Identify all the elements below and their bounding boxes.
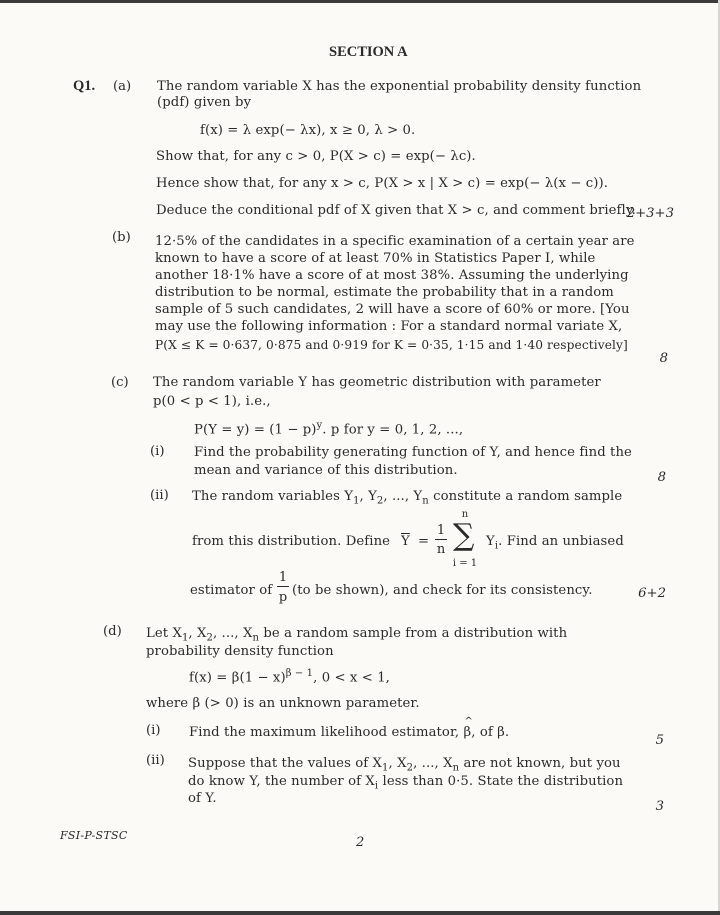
sigma-upper: n (461, 509, 469, 520)
part-d-ii-label: (ii) (146, 753, 165, 768)
ybar-symbol: $\overline{Y}$ (401, 534, 410, 549)
part-d-ii-marks: 3 (655, 799, 664, 814)
part-c-ii-line1: The random variables $Y_1$, $Y_2$, ..., $Y_n$ constitute a random sample (192, 489, 623, 507)
pmf-exponent: y (316, 420, 323, 431)
frac-one-bar (435, 539, 447, 540)
est-frac-num: 1 (278, 570, 288, 585)
part-b-line3: another 18·1% have a score of at most 38%. Assuming the underlying (155, 268, 629, 283)
part-d-i-label: (i) (146, 723, 161, 738)
part-d-line1: Let $X_1$, $X_2$, ..., $X_n$ be a random sample from a distribution with (146, 626, 568, 644)
part-c-i-marks: 8 (657, 470, 666, 485)
part-b-line1: 12·5% of the candidates in a specific examination of a certain year are (155, 234, 635, 249)
count-sub: i (374, 780, 379, 792)
paper-code: FSI-P-STSC (60, 829, 128, 842)
section-title: SECTION A (329, 44, 408, 60)
yi-term (486, 535, 624, 552)
part-c-i-label: (i) (150, 444, 165, 459)
part-d-label: (d) (103, 624, 122, 639)
part-d-i-text (189, 716, 510, 740)
sub-1: 1 (353, 495, 360, 507)
est-frac-bar (277, 586, 289, 587)
part-a-hence: Hence show that, for any x > c, P(X > x | X > c) = exp(− λ(x − c)). (156, 176, 609, 191)
part-d-ii-line1: Suppose that the values of $X_1$, $X_2$, ..., $X_n$ are not known, but you (188, 756, 621, 774)
part-c-i-line2: mean and variance of this distribution. (194, 463, 458, 478)
part-c-i-line1: Find the probability generating function of Y, and hence find the (194, 445, 632, 460)
beta-symbol: β (463, 725, 472, 740)
pdf-exponent: β − 1 (285, 668, 314, 679)
values-suffix: are not known, but you (459, 756, 621, 771)
part-b-label: (b) (112, 230, 131, 245)
part-d-i-marks: 5 (655, 733, 664, 748)
estimator-prefix: estimator of (190, 583, 273, 598)
part-a-line1: The random variable X has the exponential probability density function (157, 79, 642, 94)
sample-prefix: Let X (146, 626, 182, 641)
part-d-line2: probability density function (146, 644, 334, 659)
scan-border-top (0, 0, 720, 3)
part-c-ii-marks: 6+2 (638, 586, 666, 601)
pdf-tail: , 0 < x < 1, (313, 670, 390, 686)
part-c-line2: p(0 < p < 1), i.e., (153, 394, 271, 409)
part-c-line1: The random variable Y has geometric distribution with parameter (153, 375, 601, 390)
beta-hat: ^ β (463, 716, 473, 740)
pmf-base: P(Y = y) = (1 − p) (194, 422, 317, 438)
count-prefix: do know Y, the number of X (188, 774, 375, 789)
part-c-label: (c) (111, 375, 129, 390)
part-d-ii-line3: of Y. (188, 791, 217, 806)
part-c-pmf (194, 421, 463, 437)
part-a-line2: (pdf) given by (157, 95, 252, 110)
yi-base: Y (486, 534, 495, 549)
sample-suffix: be a random sample from a distribution with (259, 626, 568, 641)
random-vars-suffix: constitute a random sample (428, 489, 623, 504)
part-a-pdf: f(x) = λ exp(− λx), x ≥ 0, λ > 0. (200, 123, 416, 138)
part-b-line5: sample of 5 such candidates, 2 will have a score of 60% or more. [You (155, 302, 630, 317)
pdf-base: f(x) = β(1 − x) (189, 670, 286, 686)
count-suffix: less than 0·5. State the distribution (378, 774, 624, 789)
question-label: Q1. (73, 78, 96, 94)
scan-border-bottom (0, 911, 720, 915)
part-a-show: Show that, for any c > 0, P(X > c) = exp(− λc). (156, 149, 476, 164)
mle-prefix: Find the maximum likelihood estimator, (189, 725, 460, 740)
ybar-equals: = (418, 534, 430, 549)
page-number: 2 (356, 835, 365, 850)
part-a-label: (a) (113, 79, 132, 94)
sub-2: 2 (376, 495, 384, 507)
ybar-prefix: from this distribution. Define (192, 534, 391, 549)
part-c-ii-label: (ii) (150, 488, 169, 503)
part-b-line6: may use the following information : For a standard normal variate X, (155, 319, 623, 334)
part-b-line7: P(X ≤ K = 0·637, 0·875 and 0·919 for K = 0·35, 1·15 and 1·40 respectively] (155, 338, 628, 352)
part-b-line2: known to have a score of at least 70% in Statistics Paper I, while (155, 251, 596, 266)
ybar-suffix: . Find an unbiased (498, 534, 624, 549)
sigma-lower: i = 1 (452, 558, 478, 569)
estimator-suffix: (to be shown), and check for its consistency. (292, 583, 593, 598)
yi-sub: i (494, 540, 499, 552)
frac-one-num: 1 (436, 523, 446, 538)
sub-n: n (422, 495, 429, 507)
sigma-symbol: ∑ (453, 518, 475, 553)
part-a-marks: 2+3+3 (626, 206, 674, 221)
pmf-tail: . p for y = 0, 1, 2, ..., (322, 422, 464, 438)
part-b-line4: distribution to be normal, estimate the probability that in a random (155, 285, 614, 300)
random-vars-prefix: The random variables Y (192, 489, 354, 504)
frac-one-den: n (436, 542, 446, 557)
part-d-pdf (189, 669, 390, 685)
values-prefix: Suppose that the values of X (188, 756, 383, 771)
mle-suffix: , of β. (471, 725, 510, 740)
part-d-ii-line2 (188, 775, 623, 792)
part-d-where: where β (> 0) is an unknown parameter. (146, 696, 420, 711)
est-frac-den: p (278, 590, 288, 605)
part-b-marks: 8 (659, 351, 668, 366)
part-a-deduce: Deduce the conditional pdf of X given that X > c, and comment briefly. (156, 203, 636, 218)
